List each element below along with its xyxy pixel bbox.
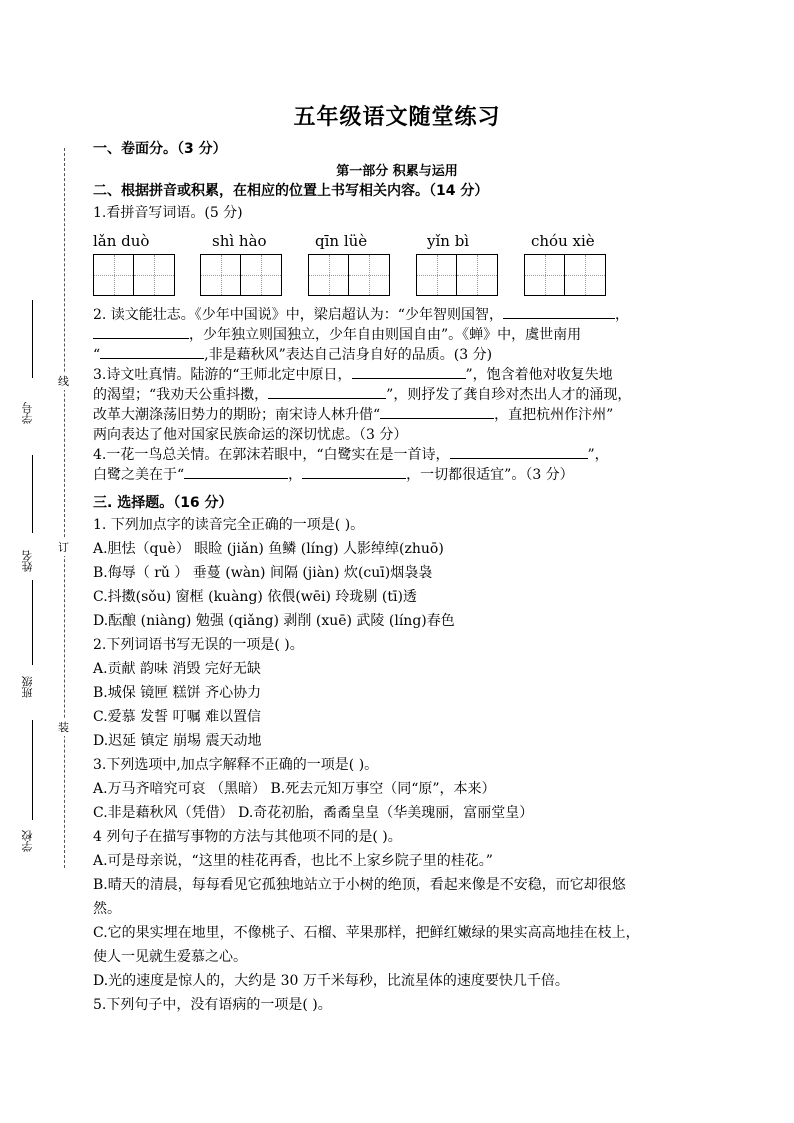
writing-grid-1[interactable] — [93, 254, 175, 296]
mc-line: A.可是母亲说，“这里的桂花再香，也比不上家乡院子里的桂花。” — [93, 853, 493, 869]
mc-line: C.它的果实埋在地里，不像桃子、石榴、苹果那样，把鲜红嫩绿的果实高高地挂在枝上， — [93, 925, 640, 941]
q3-text-a: 3.诗文吐真情。陆游的“王师北定中原日， — [93, 367, 352, 383]
q3-text-f: ，直把杭州作汴州” — [494, 407, 614, 423]
name-label: 姓名 — [21, 550, 34, 572]
mc-line: B.城保 镜匣 糕饼 齐心协力 — [93, 685, 262, 701]
question-3-line-4: 两向表达了他对国家民族命运的深切忧虑。（3 分） — [93, 427, 408, 443]
writing-grid-5[interactable] — [524, 254, 606, 296]
q3-text-e: 改革大潮涤荡旧势力的期盼；南宋诗人林升借“ — [93, 407, 381, 423]
q4-blank-3[interactable] — [302, 464, 406, 479]
mc-line: 3.下列选项中,加点字解释不正确的一项是( )。 — [93, 757, 379, 773]
pinyin-3: qīn lüè — [315, 232, 368, 250]
section-1-heading: 一、卷面分。（3 分） — [93, 141, 227, 157]
mc-line: 4 列句子在描写事物的方法与其他项不同的是( )。 — [93, 829, 402, 845]
q2-text-d: ,非是藉秋风”表达自己洁身自好的品质。(3 分) — [204, 347, 493, 363]
page-title: 五年级语文随堂练习 — [293, 105, 501, 130]
q4-text-d: ， — [288, 467, 303, 483]
pinyin-5: chóu xiè — [531, 232, 595, 250]
mc-line: 2.下列词语书写无误的一项是( )。 — [93, 637, 304, 653]
q4-blank-1[interactable] — [450, 444, 588, 459]
writing-grid-3[interactable] — [308, 254, 390, 296]
q4-text-e: ，一切都很适宜”。（3 分） — [406, 467, 574, 483]
school-field[interactable] — [32, 720, 33, 820]
question-2-line-1: 2. 读文能壮志。《少年中国说》中，梁启超认为：“少年智则国智， ， — [93, 304, 629, 324]
q3-text-c: 的渴望；“我劝天公重抖擞， — [93, 387, 269, 403]
mc-line: A.贡献 韵味 消毁 完好无缺 — [93, 661, 261, 677]
q2-blank-3[interactable] — [100, 344, 204, 359]
mc-line: D.光的速度是惊人的，大约是 30 万千米每秒，比流星体的速度要快几千倍。 — [93, 973, 569, 989]
question-3-line-3 — [93, 404, 613, 424]
q3-text-d: ”，则抒发了龚自珍对杰出人才的涌现， — [386, 387, 632, 403]
q2-blank-1[interactable] — [503, 304, 615, 319]
part-1-heading: 第一部分 积累与运用 — [336, 164, 458, 179]
class-label: 班级 — [21, 676, 34, 698]
binding-mark-line: 线 — [58, 372, 69, 390]
mc-line: C.非是藉秋风（凭借） D.奇花初胎，矞矞皇皇（华美瑰丽，富丽堂皇） — [93, 805, 534, 821]
mc-line: 5.下列句子中，没有语病的一项是( )。 — [93, 997, 332, 1013]
mc-line: 1. 下列加点字的读音完全正确的一项是( )。 — [93, 517, 365, 533]
question-4-line-2 — [93, 464, 574, 484]
name-field[interactable] — [32, 455, 33, 533]
q2-text-c: “ — [93, 347, 101, 363]
mc-line: D.迟延 镇定 崩埸 震天动地 — [93, 733, 262, 749]
student-id-label: 学号 — [21, 402, 34, 424]
q4-text-a: 4.一花一鸟总关情。在郭沫若眼中，“白鹭实在是一首诗， — [93, 447, 450, 463]
mc-line: 使人一见就生爱慕之心。 — [93, 949, 247, 965]
mc-line: 然。 — [93, 901, 121, 917]
question-3-line-2 — [93, 384, 631, 404]
binding-dashed-line — [64, 148, 65, 868]
section-2-heading: 二、根据拼音或积累，在相应的位置上书写相关内容。（14 分） — [93, 183, 489, 199]
q4-blank-2[interactable] — [184, 464, 288, 479]
question-1: 1.看拼音写词语。(5 分) — [93, 205, 243, 221]
writing-grid-2[interactable] — [200, 254, 282, 296]
question-2-line-2 — [93, 324, 581, 344]
binding-mark-staple: 订 — [58, 538, 69, 556]
mc-line: A.万马齐喑究可哀 （黑暗） B.死去元知万事空（同“原”，本来） — [93, 781, 496, 797]
q2-blank-2[interactable] — [93, 324, 189, 339]
pinyin-2: shì hào — [212, 232, 267, 250]
pinyin-4: yǐn bì — [427, 232, 470, 250]
question-4-line-1 — [93, 444, 609, 464]
question-3-line-1 — [93, 364, 613, 384]
section-3-heading: 三. 选择题。（16 分） — [93, 495, 233, 511]
pinyin-1: lǎn duò — [93, 232, 150, 250]
q3-blank-1[interactable] — [352, 364, 466, 379]
q2-text-a: 2. 读文能壮志。《少年中国说》中，梁启超认为：“少年智则国智， — [93, 307, 503, 323]
question-2-line-3 — [93, 344, 492, 364]
q2-text-b: ，少年独立则国独立，少年自由则国自由”。《蝉》中，虞世南用 — [189, 327, 582, 343]
class-field[interactable] — [32, 580, 33, 665]
mc-line: C.爱慕 发誓 叮嘱 难以置信 — [93, 709, 262, 725]
mc-line: A.胆怯（què） 眼睑 (jiǎn) 鱼鳞 (líng) 人影绰绰(zhuō) — [93, 541, 444, 557]
q3-blank-3[interactable] — [380, 404, 494, 419]
mc-line: B.晴天的清晨，每每看见它孤独地站立于小树的绝顶，看起来像是不安稳，而它却很悠 — [93, 877, 626, 893]
mc-line: B.侮辱（ rǔ ） 垂蔓 (wàn) 间隔 (jiàn) 炊(cuī)烟袅袅 — [93, 565, 433, 581]
binding-mark-bind: 装 — [58, 718, 69, 736]
q3-text-b: ”，饱含着他对收复失地 — [465, 367, 613, 383]
school-label: 学校 — [21, 830, 34, 852]
student-id-field[interactable] — [32, 300, 33, 378]
q4-text-c: 白鹭之美在于“ — [93, 467, 185, 483]
writing-grid-4[interactable] — [416, 254, 498, 296]
mc-line: C.抖擞(sǒu) 窗框 (kuàng) 依偎(wēi) 玲珑剔 (tī)透 — [93, 589, 417, 605]
mc-line: D.酝酿 (niàng) 勉强 (qiǎng) 剥削 (xuē) 武陵 (líng)春色 — [93, 613, 455, 629]
q4-text-b: ”， — [587, 447, 609, 463]
q3-blank-2[interactable] — [268, 384, 386, 399]
